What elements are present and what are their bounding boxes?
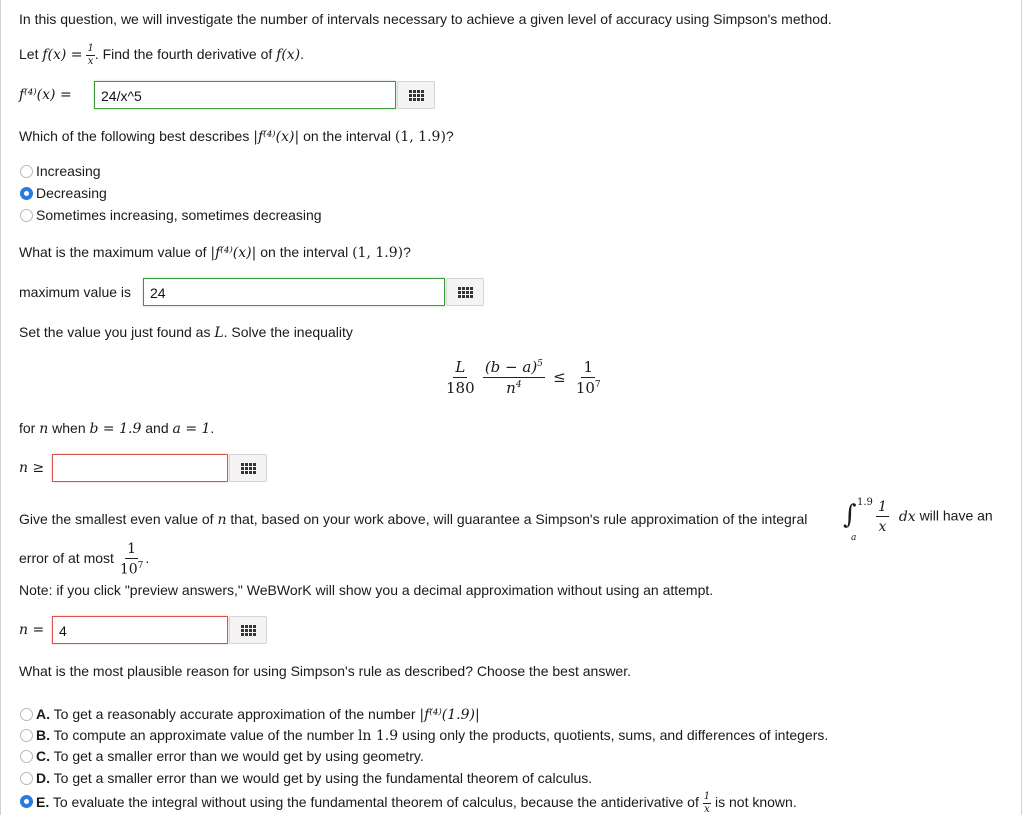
keypad-icon bbox=[409, 90, 424, 101]
radio-increasing[interactable] bbox=[20, 165, 33, 178]
ineq-frac-rhs bbox=[574, 360, 603, 396]
n-ge-label: n ≥ bbox=[19, 460, 45, 476]
q1-fx2: f(x) bbox=[276, 47, 301, 64]
option-a-letter: A. bbox=[36, 706, 50, 722]
q3-interval: (1, 1.9) bbox=[352, 245, 404, 261]
q4b-b: b = 1.9 bbox=[89, 421, 142, 437]
q3-end: ? bbox=[403, 244, 411, 260]
q5b-one: 1 bbox=[127, 541, 137, 557]
q2-interval: (1, 1.9) bbox=[394, 129, 446, 145]
q4b-a: a = 1 bbox=[172, 421, 211, 437]
integrand bbox=[876, 500, 993, 534]
integrand-num: 1 bbox=[878, 499, 887, 515]
equation-editor-button-3[interactable] bbox=[229, 454, 267, 482]
radio-option-b[interactable] bbox=[20, 729, 33, 742]
option-b-letter: B. bbox=[36, 727, 50, 743]
question-5 bbox=[19, 511, 807, 528]
n-eq-input[interactable]: 4 bbox=[52, 616, 228, 644]
q4-var: L bbox=[214, 325, 224, 341]
keypad-icon bbox=[458, 287, 473, 298]
option-e-letter: E. bbox=[36, 794, 50, 811]
option-e-text: To evaluate the integral without using the fundamental theorem of calculus, because the antiderivative of bbox=[52, 794, 699, 811]
ineq-one: 1 bbox=[583, 358, 594, 376]
integrand-frac bbox=[876, 500, 889, 534]
q5b-exp7: 7 bbox=[137, 561, 144, 571]
option-d-text: To get a smaller error than we would get by using the fundamental theorem of calculus. bbox=[53, 770, 593, 786]
question-4b bbox=[19, 420, 214, 437]
ineq-rel: ≤ bbox=[553, 367, 566, 386]
q2-mid: on the interval bbox=[303, 128, 392, 144]
ineq-ba: (b − a) bbox=[484, 358, 538, 376]
q4b-mid: when bbox=[52, 420, 86, 436]
option-d-letter: D. bbox=[36, 770, 50, 786]
option-d bbox=[36, 770, 592, 786]
frac-den: x bbox=[87, 56, 94, 67]
radio-decreasing[interactable] bbox=[20, 187, 33, 200]
q2-prefix: Which of the following best describes bbox=[19, 128, 250, 144]
option-a-text: To get a reasonably accurate approximation of the number bbox=[53, 706, 416, 722]
option-decreasing: Decreasing bbox=[36, 185, 107, 201]
q3-prefix: What is the maximum value of bbox=[19, 244, 207, 260]
derivative-input[interactable]: 24/x^5 bbox=[94, 81, 396, 109]
option-sometimes: Sometimes increasing, sometimes decreasing bbox=[36, 207, 322, 223]
question-3 bbox=[19, 244, 411, 261]
radio-option-d[interactable] bbox=[20, 772, 33, 785]
option-e-frac-den: x bbox=[704, 804, 710, 815]
ineq-frac-L bbox=[444, 360, 477, 396]
keypad-icon bbox=[241, 463, 256, 474]
radio-option-a[interactable] bbox=[20, 708, 33, 721]
question-1 bbox=[19, 44, 304, 67]
integral-dx: dx bbox=[898, 508, 916, 525]
q5b-ten: 10 bbox=[119, 561, 138, 578]
option-a-math: |f⁽⁴⁾(1.9)| bbox=[419, 707, 480, 723]
note-text: Note: if you click "preview answers," WeBWorK will show you a decimal approximation without using an attempt. bbox=[19, 582, 714, 598]
q4b-end: . bbox=[210, 420, 215, 436]
max-label: maximum value is bbox=[19, 284, 132, 300]
q5-prefix: Give the smallest even value of bbox=[19, 511, 214, 527]
ineq-frac-ba bbox=[483, 360, 545, 396]
integral-sign: ∫ bbox=[843, 500, 857, 530]
derivative-label: f⁽⁴⁾(x) = bbox=[19, 87, 72, 103]
question-4 bbox=[19, 324, 353, 341]
integral-upper: 1.9 bbox=[857, 497, 873, 508]
q5b-prefix: error of at most bbox=[19, 550, 114, 567]
q5-mid: that, based on your work above, will guarantee a Simpson's rule approximation of the integral bbox=[230, 511, 808, 527]
one-over-x bbox=[86, 44, 94, 67]
inequality bbox=[444, 360, 603, 396]
q4-suffix: . Solve the inequality bbox=[223, 324, 353, 340]
q5-end: will have an bbox=[919, 507, 993, 524]
integral-lower: a bbox=[851, 533, 857, 543]
n-eq-label: n = bbox=[19, 622, 45, 638]
frac-num: 1 bbox=[87, 43, 94, 54]
q4b-prefix: for bbox=[19, 420, 36, 436]
radio-sometimes[interactable] bbox=[20, 209, 33, 222]
q4-prefix: Set the value you just found as bbox=[19, 324, 211, 340]
q2-end: ? bbox=[445, 128, 454, 144]
q1-end: . bbox=[300, 46, 305, 63]
q4b-n: n bbox=[39, 421, 49, 437]
question-6: What is the most plausible reason for using Simpson's rule as described? Choose the best answer. bbox=[19, 663, 631, 679]
option-b-text: To compute an approximate value of the number bbox=[53, 727, 355, 743]
option-e-frac-num: 1 bbox=[703, 791, 711, 802]
q3-abs: |f⁽⁴⁾(x)| bbox=[210, 245, 257, 261]
ineq-exp7: 7 bbox=[594, 380, 601, 390]
integrand-den: x bbox=[878, 519, 887, 535]
option-b-tail: using only the products, quotients, sums, and differences of integers. bbox=[402, 727, 829, 743]
ineq-exp4: 4 bbox=[515, 380, 522, 390]
ineq-ten: 10 bbox=[575, 379, 595, 397]
option-e-tail: is not known. bbox=[715, 794, 797, 811]
intro-text: In this question, we will investigate the number of intervals necessary to achieve a given level of accuracy using Simpson's method. bbox=[19, 11, 832, 27]
option-e bbox=[36, 792, 797, 815]
q5b-end: . bbox=[145, 550, 150, 567]
option-c-letter: C. bbox=[36, 748, 50, 764]
option-c-text: To get a smaller error than we would get by using geometry. bbox=[53, 748, 424, 764]
option-increasing: Increasing bbox=[36, 163, 101, 179]
q2-abs: |f⁽⁴⁾(x)| bbox=[253, 129, 300, 145]
ineq-180: 180 bbox=[446, 379, 475, 397]
equation-editor-button-4[interactable] bbox=[229, 616, 267, 644]
q1-suffix: . Find the fourth derivative of bbox=[94, 46, 273, 63]
ineq-L: L bbox=[455, 358, 466, 376]
q3-mid: on the interval bbox=[260, 244, 349, 260]
n-ge-input[interactable] bbox=[52, 454, 228, 482]
q5b-frac bbox=[118, 542, 146, 577]
equation-editor-button-2[interactable] bbox=[446, 278, 484, 306]
radio-option-c[interactable] bbox=[20, 750, 33, 763]
equation-editor-button[interactable] bbox=[397, 81, 435, 109]
ineq-n: n bbox=[506, 379, 516, 397]
q1-prefix: Let bbox=[19, 46, 39, 63]
option-e-frac bbox=[703, 792, 711, 815]
option-b-math: ln 1.9 bbox=[357, 728, 399, 744]
keypad-icon bbox=[241, 625, 256, 636]
q1-fx: f(x) = bbox=[42, 47, 83, 64]
option-b bbox=[36, 727, 828, 744]
question-2 bbox=[19, 128, 454, 145]
ineq-exp5: 5 bbox=[537, 359, 543, 369]
max-value-input[interactable]: 24 bbox=[143, 278, 445, 306]
question-5b bbox=[19, 542, 149, 577]
radio-option-e[interactable] bbox=[20, 795, 33, 808]
option-c bbox=[36, 748, 424, 764]
q5-n: n bbox=[217, 512, 227, 528]
q4b-and: and bbox=[145, 420, 169, 436]
option-a bbox=[36, 706, 480, 723]
